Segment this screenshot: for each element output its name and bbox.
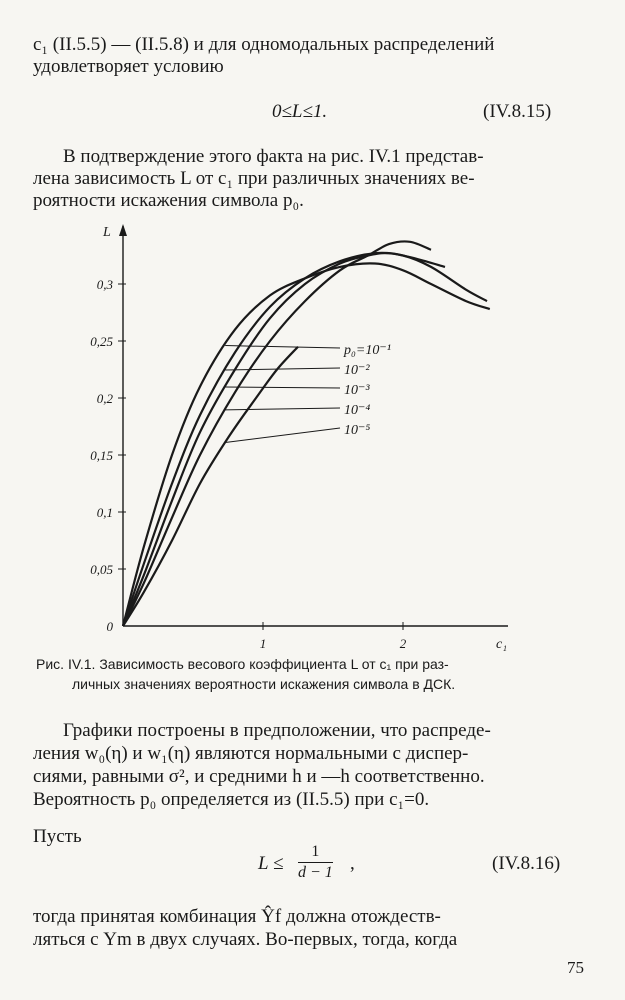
equation-number-iv-8-16: (IV.8.16) [492, 853, 561, 874]
y-tick-label: 0,15 [90, 448, 113, 463]
text-line-9: Вероятность p₀ определяется из (II.5.5) при c₁=0. [33, 789, 430, 810]
fraction-denominator: d − 1 [298, 864, 333, 881]
chart-curves [123, 241, 490, 626]
text-line-4: лена зависимость L от c₁ при различных значениях ве- [33, 168, 475, 189]
text-line-3: В подтверждение этого факта на рис. IV.1 представ- [63, 146, 484, 167]
series-label: p₀=10⁻¹ [344, 343, 391, 358]
curve-p0-10-5 [123, 347, 298, 626]
figure-caption-line-2: личных значениях вероятности искажения символа в ДСК. [72, 676, 456, 692]
y-axis-arrow-icon [119, 224, 127, 236]
series-label: 10⁻³ [344, 383, 370, 398]
y-tick-label: 0 [106, 619, 113, 634]
series-label: 10⁻⁴ [344, 403, 371, 418]
y-tick-label: 0,25 [90, 334, 113, 349]
series-label: 10⁻² [344, 363, 370, 378]
leader-line [225, 346, 340, 348]
curve-p0-10-3 [123, 253, 445, 626]
x-tick-label: 1 [259, 636, 267, 651]
leader-line [225, 428, 340, 442]
y-tick-label: 0,3 [96, 277, 113, 292]
x-tick-label: 2 [399, 636, 407, 651]
equation-iv-8-16-comma: , [350, 853, 355, 874]
text-line-7: ления w₀(η) и w₁(η) являются нормальными с диспер- [33, 743, 469, 764]
figure-iv-1-chart [0, 218, 625, 652]
curve-p0-10-1 [123, 263, 490, 626]
x-axis-label: c₁ [496, 637, 508, 652]
text-line-5: роятности искажения символа p₀. [33, 190, 304, 211]
y-axis-label: L [103, 225, 111, 240]
y-tick-label: 0,2 [96, 391, 113, 406]
text-line-12: ляться с Ym в двух случаях. Во-первых, тогда, когда [33, 929, 458, 950]
text-line-1: c₁ (II.5.5) — (II.5.8) и для одномодальных распределений [33, 34, 495, 55]
text-line-8: сиями, равными σ², и средними h и —h соответственно. [33, 766, 485, 787]
leader-line [225, 408, 340, 410]
equation-iv-8-16-lhs: L ≤ [258, 853, 284, 874]
page-number: 75 [567, 958, 584, 977]
chart-axes [102, 224, 508, 652]
leader-line [225, 368, 340, 370]
equation-iv-8-15: 0≤L≤1. [272, 101, 328, 122]
text-line-11: тогда принятая комбинация Ŷf должна отождеств- [33, 906, 441, 927]
equation-number-iv-8-15: (IV.8.15) [483, 101, 552, 122]
figure-caption-line-1: Рис. IV.1. Зависимость весового коэффициента L от c₁ при раз- [36, 656, 449, 672]
y-tick-label: 0,1 [96, 505, 113, 520]
leader-line [225, 387, 340, 388]
chart-series-labels [225, 343, 391, 442]
series-label: 10⁻⁵ [344, 423, 371, 438]
text-line-6: Графики построены в предположении, что распреде- [63, 720, 491, 741]
fraction-numerator: 1 [298, 842, 333, 863]
text-line-2: удовлетворяет условию [33, 56, 224, 77]
equation-iv-8-16-fraction [298, 842, 333, 883]
y-tick-label: 0,05 [90, 562, 113, 577]
text-line-10: Пусть [33, 826, 82, 847]
